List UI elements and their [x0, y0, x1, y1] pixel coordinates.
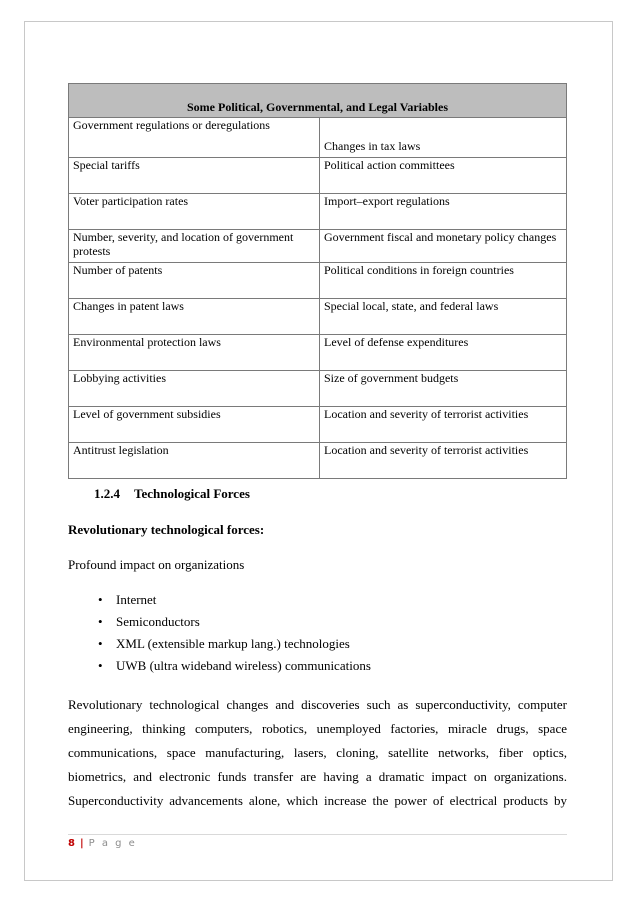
- table-cell: Changes in tax laws: [320, 118, 567, 158]
- list-item: [94, 659, 371, 681]
- bullet-icon: •: [98, 592, 103, 607]
- section-title: Technological Forces: [134, 486, 250, 501]
- table-title: Some Political, Governmental, and Legal Variables: [69, 84, 567, 118]
- section-number: 1.2.4: [94, 486, 120, 501]
- footer-separator: |: [79, 838, 84, 849]
- bullet-icon: •: [98, 636, 103, 651]
- table-cell: Number, severity, and location of government protests: [69, 230, 320, 263]
- list-item-label: Internet: [116, 592, 157, 607]
- table-cell: Location and severity of terrorist activities: [320, 443, 567, 479]
- table-cell: Lobbying activities: [69, 371, 320, 407]
- table-row: [69, 335, 567, 371]
- list-item: [94, 593, 371, 615]
- list-item-label: Semiconductors: [116, 614, 200, 629]
- table-row: [69, 407, 567, 443]
- subheading: Revolutionary technological forces:: [68, 522, 265, 537]
- list-item: [94, 637, 371, 659]
- table-cell: Voter participation rates: [69, 194, 320, 230]
- table-cell: Location and severity of terrorist activities: [320, 407, 567, 443]
- table-cell: Political action committees: [320, 158, 567, 194]
- table-cell: Import–export regulations: [320, 194, 567, 230]
- table-cell: Government fiscal and monetary policy changes: [320, 230, 567, 263]
- body-paragraph: Revolutionary technological changes and discoveries such as superconductivity, computer engineering, thinking computers, robotics, unemployed factories, miracle drugs, space communications, space manufacturing, lasers, cloning, satellite networks, fiber optics, biometrics, and electronic funds transfer are having a dramatic impact on organizations. Superconductivity advancements alone, which increase the power of electrical products by: [68, 697, 567, 808]
- table-cell: Political conditions in foreign countries: [320, 263, 567, 299]
- list-item-label: XML (extensible markup lang.) technologies: [116, 636, 350, 651]
- bullet-icon: •: [98, 614, 103, 629]
- table-row: [69, 371, 567, 407]
- table-row: [69, 263, 567, 299]
- table-cell: Antitrust legislation: [69, 443, 320, 479]
- page-label: P a g e: [88, 838, 137, 849]
- table-header-row: [69, 84, 567, 118]
- table-cell: Changes in patent laws: [69, 299, 320, 335]
- page-number: 8: [68, 838, 75, 849]
- table-cell: Number of patents: [69, 263, 320, 299]
- table-cell: Level of defense expenditures: [320, 335, 567, 371]
- table-row: [69, 194, 567, 230]
- variables-table: [68, 83, 567, 479]
- table-cell: Size of government budgets: [320, 371, 567, 407]
- list-item: [94, 615, 371, 637]
- bullet-icon: •: [98, 658, 103, 673]
- table-row: [69, 158, 567, 194]
- page-footer: [68, 838, 137, 849]
- table-row: [69, 299, 567, 335]
- footer-divider: [68, 834, 567, 835]
- table-cell: Level of government subsidies: [69, 407, 320, 443]
- table-cell: Government regulations or deregulations: [69, 118, 320, 158]
- table-row: [69, 230, 567, 263]
- table-cell: Environmental protection laws: [69, 335, 320, 371]
- section-heading: [94, 486, 250, 502]
- table-cell: Special tariffs: [69, 158, 320, 194]
- intro-text: Profound impact on organizations: [68, 557, 245, 572]
- list-item-label: UWB (ultra wideband wireless) communications: [116, 658, 371, 673]
- table-row: [69, 118, 567, 158]
- bullet-list: [94, 593, 371, 681]
- table-cell: Special local, state, and federal laws: [320, 299, 567, 335]
- table-row: [69, 443, 567, 479]
